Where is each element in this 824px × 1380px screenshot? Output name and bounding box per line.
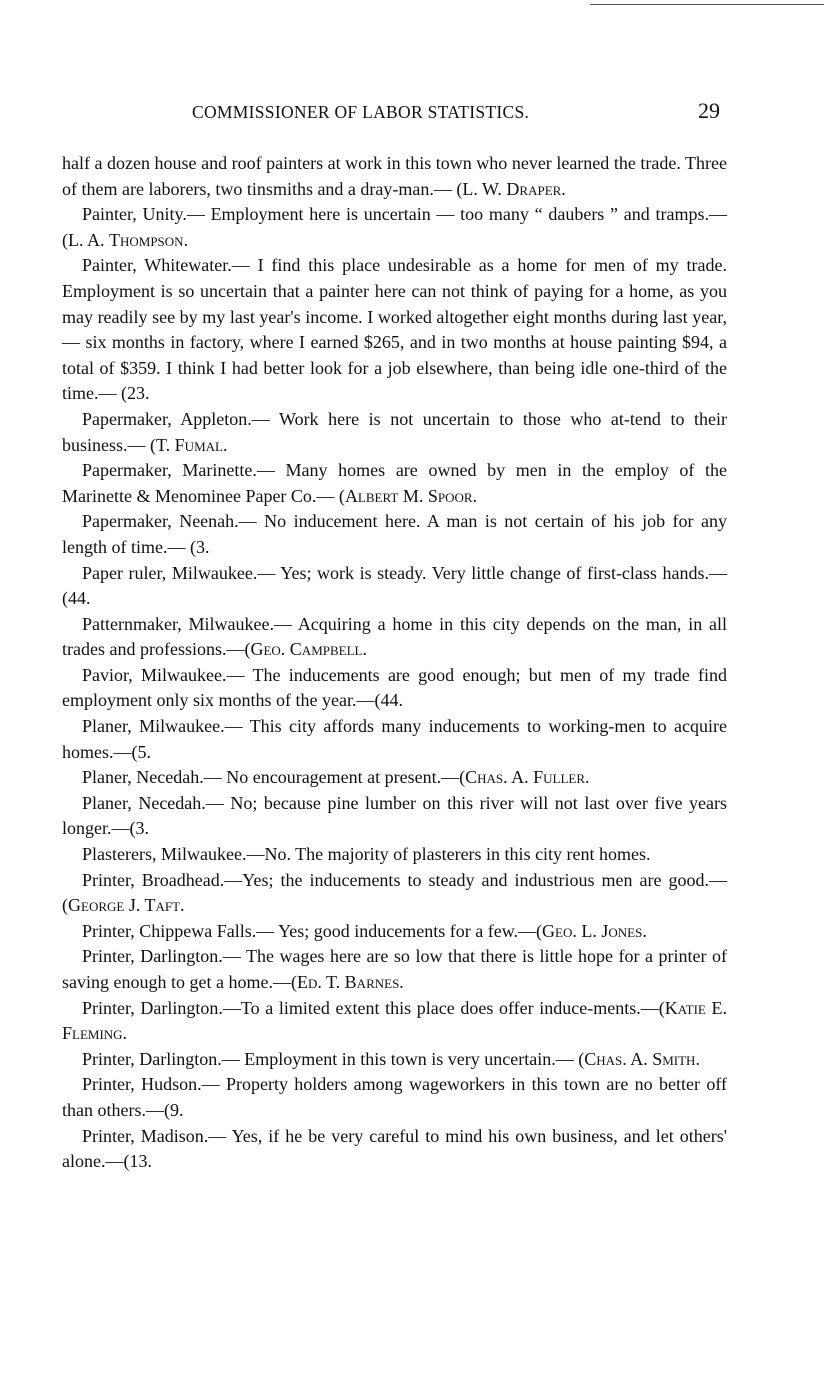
running-head: COMMISSIONER OF LABOR STATISTICS. [192,102,530,122]
entry: Printer, Darlington.— Employment in this town is very uncertain.— (Chas. A. Smith. [82,1048,700,1069]
entry-signer: Geo. L. Jones. [542,920,647,941]
entry-signer: George J. Taft. [68,895,185,916]
entry: Pavior, Milwaukee.— The inducements are good enough; but men of my trade find employment only six months of the year.—(44. [62,664,727,711]
entry: Printer, Madison.— Yes, if he be very careful to mind his own business, and let others' alone.—(13. [62,1125,727,1172]
entry: Printer, Broadhead.—Yes; the inducements to steady and industrious men are good.—(George J. Taft. [62,869,727,916]
page-header [60,96,728,126]
entry: Planer, Necedah.— No; because pine lumber on this river will not last over five years longer.—(3. [62,792,727,839]
entry-signer: Fumal. [174,434,228,455]
entry: Patternmaker, Milwaukee.— Acquiring a home in this city depends on the man, in all trades and professions.—(Geo. Campbell. [62,613,727,660]
entry-signer: Katie E. Fleming. [62,997,728,1044]
entry-signer: Draper. [506,178,566,199]
entry: Planer, Milwaukee.— This city affords many inducements to working-men to acquire homes.—(5. [62,716,727,762]
entry: Planer, Necedah.— No encouragement at present.—(Chas. A. Fuller. [82,767,590,788]
entry: Printer, Hudson.— Property holders among wageworkers in this town are no better off than others.—(9. [62,1074,727,1120]
entry: Plasterers, Milwaukee.—No. The majority of plasterers in this city rent homes. [82,844,651,865]
entry: Printer, Darlington.— The wages here are so low that there is little hope for a printer of saving enough to get a home.—(Ed. T. Barnes. [62,946,727,992]
page-body [62,151,727,1175]
entry: Painter, Whitewater.— I find this place undesirable as a home for men of my trade. Employment is so uncertain that a painter here can not think of paying for a home, as you may readily see by my last year's income. I worked altogether eight months during last year, — six months in factory, where I earned $265, and in two months at house painting $94, a total of $359. I think I had better look for a job elsewhere, than being idle one-third of the time.— (23. [62,255,727,404]
entry: Papermaker, Neenah.— No inducement here. A man is not certain of his job for any length of time.— (3. [62,511,727,557]
entry-signer: Thompson. [109,229,189,250]
entry: Painter, Unity.— Employment here is uncertain — too many “ daubers ” and tramps.— (L. A. Thompson. [62,204,727,250]
entry: Printer, Chippewa Falls.— Yes; good inducements for a few.—(Geo. L. Jones. [82,920,647,941]
entry: Printer, Darlington.—To a limited extent this place does offer induce-ments.—(Katie E. Fleming. [62,997,728,1044]
entry: Paper ruler, Milwaukee.— Yes; work is steady. Very little change of first-class hands.— (44. [62,562,727,609]
entry-signer: Ed. T. Barnes. [296,972,404,992]
top-edge-rule [590,4,824,5]
entry: Papermaker, Appleton.— Work here is not uncertain to those who at-tend to their business.— (T. Fumal. [62,408,727,455]
page-number: 29 [698,98,720,123]
entry-continued: half a dozen house and roof painters at work in this town who never learned the trade. Three of them are laborers, two tinsmiths and a dray-man.— (L. W. Draper. [62,153,727,199]
entry-signer: Albert M. Spoor. [344,485,478,506]
entry-signer: Geo. Campbell. [250,639,367,660]
entry-signer: Chas. A. Fuller. [465,767,590,788]
entry: Papermaker, Marinette.— Many homes are owned by men in the employ of the Marinette & Menominee Paper Co.— (Albert M. Spoor. [62,460,727,506]
entry-signer: Chas. A. Smith. [584,1048,700,1069]
